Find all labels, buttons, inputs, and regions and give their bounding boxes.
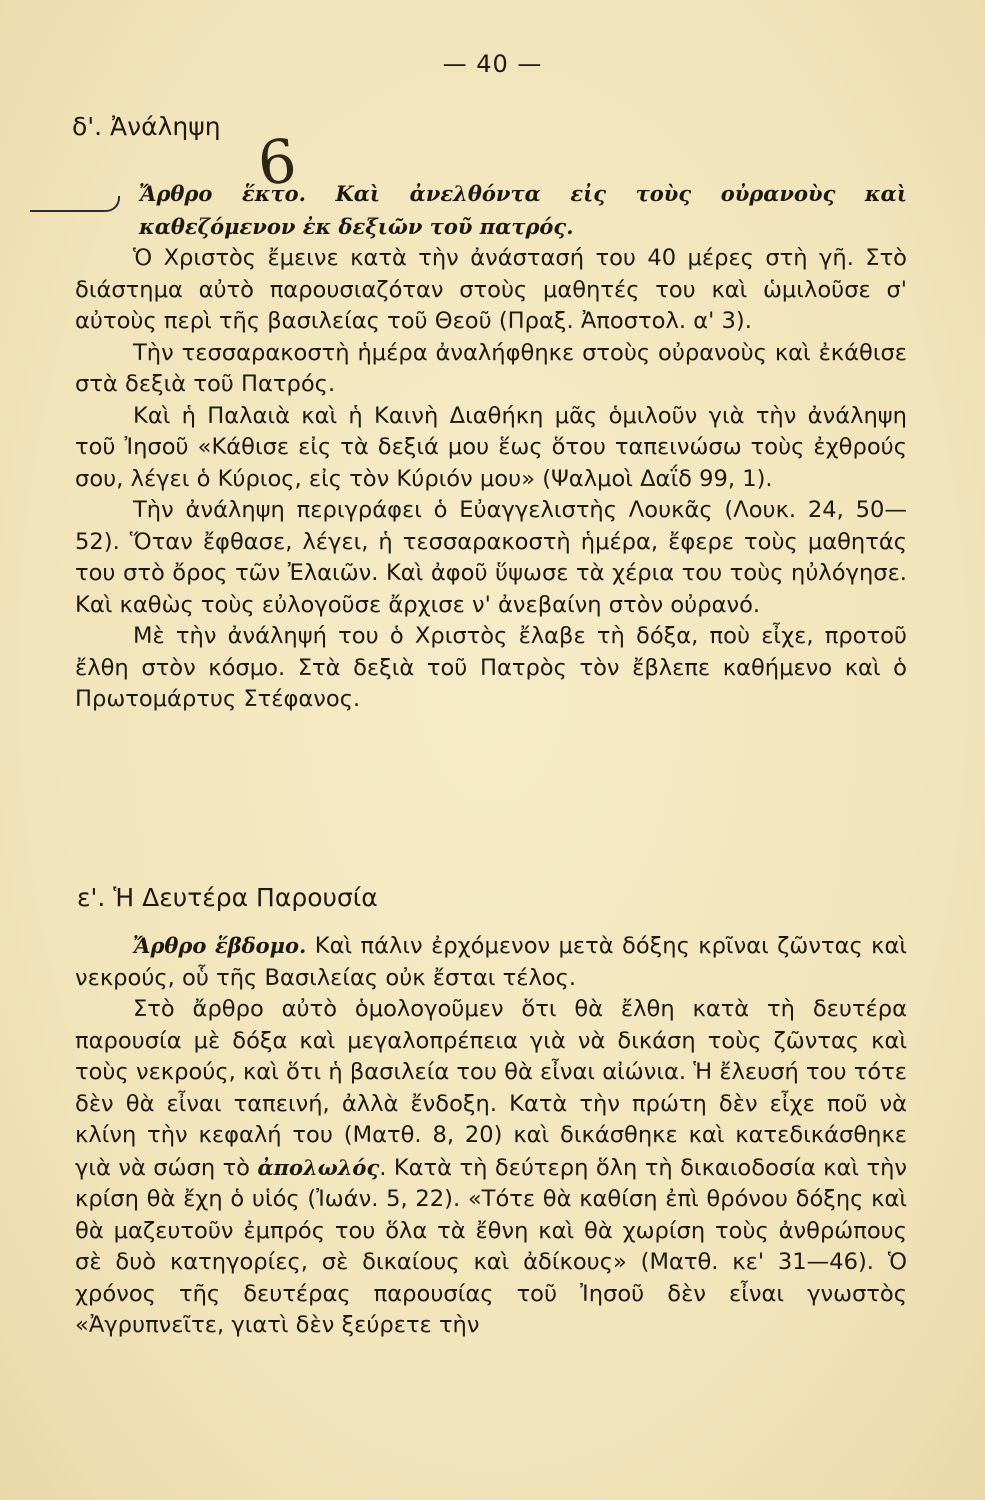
article-seven [75, 930, 907, 994]
handwritten-mark: 6 [254, 126, 300, 200]
paragraph: Ὁ Χριστὸς ἔμεινε κατὰ τὴν ἀνάστασή του 40 μέρες στὴ γῆ. Στὸ διάστημα αὐτὸ παρουσιαζόταν στοὺς μαθητές του καὶ ὡμιλοῦσε σ' αὐτοὺς περὶ τῆς βασιλείας τοῦ Θεοῦ (Πραξ. Ἀποστολ. α' 3). [75, 245, 907, 334]
paragraph: Τὴν τεσσαρακοστὴ ἡμέρα ἀναλήφθηκε στοὺς οὐρανοὺς καὶ ἐκάθισε στὰ δεξιὰ τοῦ Πατρός. [75, 339, 907, 397]
article-six-title: Ἄρθρο ἕκτο. Καὶ ἀνελθόντα εἰς τοὺς οὐρανοὺς καὶ καθεζόμενον ἐκ δεξιῶν τοῦ πατρός. [139, 181, 907, 239]
paragraph: Καὶ ἡ Παλαιὰ καὶ ἡ Καινὴ Διαθήκη μᾶς ὁμιλοῦν γιὰ τὴν ἀνάληψη τοῦ Ἰησοῦ «Κάθισε εἰς τὰ δεξιά μου ἕως ὅτου ταπεινώσω τοὺς ἐχθρούς σου, λέγει ὁ Κύριος, εἰς τὸν Κύριόν μου» (Ψαλμοὶ Δαΐδ 99, 1). [75, 402, 907, 492]
paragraph: Στὸ ἄρθρο αὐτὸ ὁμολογοῦμεν ὅτι θὰ ἔλθη κατὰ τὴ δευτέρα παρουσία μὲ δόξα καὶ μεγαλοπρέπεια γιὰ νὰ δικάση τοὺς ζῶντας καὶ τοὺς νεκρούς, καὶ ὅτι ἡ βασιλεία του θὰ εἶναι αἰώνια. Ἡ ἔλευσή του τότε δὲν θὰ εἶναι ταπεινή, ἀλλὰ ἔνδοξη. Κατὰ τὴν πρώτη δὲν εἶχε ποῦ νὰ κλίνη τὴν κεφαλή του (Ματθ. 8, 20) καὶ δικάσθηκε καὶ κατεδικάσθηκε γιὰ νὰ σώση τὸ ἀπολωλός. Κατὰ τὴ δεύτερη ὅλη τὴ δικαιοδοσία καὶ τὴν κρίση θὰ ἔχη ὁ υἱός (Ἰωάν. 5, 22). «Τότε θὰ καθίση ἐπὶ θρόνου δόξης καὶ θὰ μαζευτοῦν ἐμπρός του ὅλα τὰ ἔθνη καὶ θὰ χωρίση τοὺς ἀνθρώπους σὲ δυὸ κατηγορίες, σὲ δικαίους καὶ ἀδίκους» (Ματθ. κε' 31—46). Ὁ χρόνος τῆς δευτέρας παρουσίας τοῦ Ἰησοῦ δὲν εἶναι γνωστὸς «Ἀγρυπνεῖτε, γιατὶ δὲν ξεύρετε τὴν [75, 996, 908, 1338]
section-heading-ascension: δ'. Ἀνάληψη [72, 112, 221, 141]
article-seven-label: Ἄρθρο ἕβδομο. [133, 933, 307, 958]
section-body-ascension [75, 178, 907, 716]
paragraph: Μὲ τὴν ἀνάληψή του ὁ Χριστὸς ἔλαβε τὴ δόξα, ποὺ εἶχε, προτοῦ ἔλθη στὸν κόσμο. Στὰ δεξιὰ τοῦ Πατρὸς τὸν ἔβλεπε καθήμενο καὶ ὁ Πρωτομάρτυς Στέφανος. [75, 623, 907, 712]
article-seven-text: Καὶ πάλιν ἐρχόμενον μετὰ δόξης κρῖναι ζῶντας καὶ νεκρούς, οὗ τῆς Βασιλείας οὐκ ἔσται τέλος. [75, 933, 907, 991]
section-heading-second-coming: ε'. Ἡ Δευτέρα Παρουσία [77, 883, 378, 912]
section-body-second-coming [75, 930, 907, 1342]
emphasis-word: ἀπολωλός [257, 1154, 380, 1180]
paragraph: Τὴν ἀνάληψη περιγράφει ὁ Εὐαγγελιστὴς Λουκᾶς (Λουκ. 24, 50—52). Ὅταν ἔφθασε, λέγει, ἡ τεσσαρακοστὴ ἡμέρα, ἔφερε τοὺς μαθητάς του στὸ ὄρος τῶν Ἐλαιῶν. Καὶ ἀφοῦ ὕψωσε τὰ χέρια του τοὺς ηὐλόγησε. Καὶ καθὼς τοὺς εὐλογοῦσε ἄρχισε ν' ἀνεβαίνη στὸν οὐρανό. [75, 497, 907, 618]
page-number: — 40 — [442, 50, 543, 78]
